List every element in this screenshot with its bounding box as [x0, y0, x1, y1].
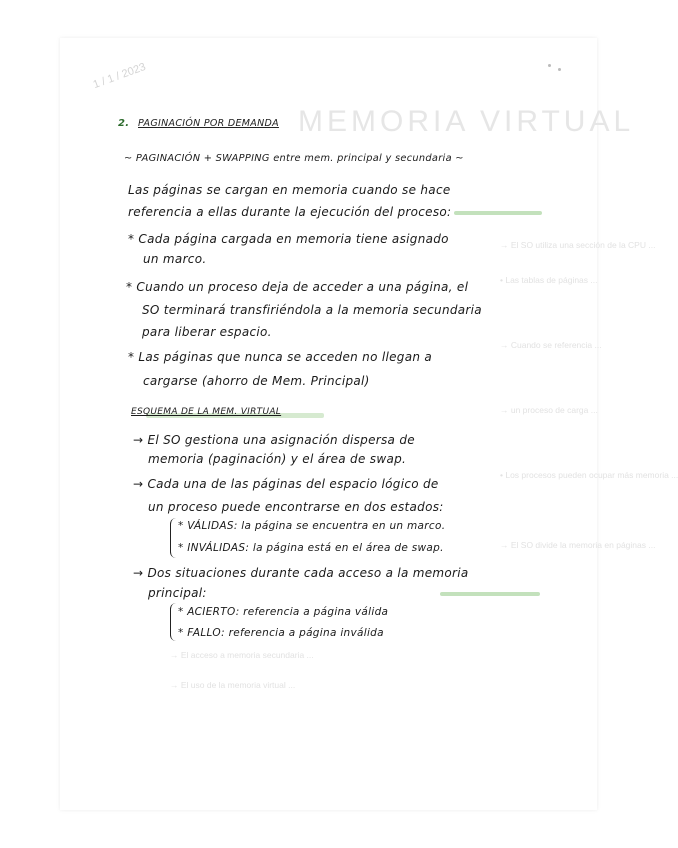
- state-item: * INVÁLIDAS: la página está en el área de swap.: [178, 542, 444, 554]
- bullet-line: * Cada página cargada en memoria tiene asignado: [128, 232, 449, 246]
- ghost-line: • Los procesos pueden ocupar más memoria ...: [500, 470, 678, 480]
- section-number: 2.: [118, 118, 130, 129]
- section-title: PAGINACIÓN POR DEMANDA: [138, 118, 279, 129]
- bullet-line: para liberar espacio.: [142, 325, 272, 339]
- ghost-line: → un proceso de carga ...: [500, 405, 598, 415]
- bullet-line: SO terminará transfiriéndola a la memoria secundaria: [142, 303, 482, 317]
- bullet-line: cargarse (ahorro de Mem. Principal): [143, 374, 370, 388]
- paper-mark: [558, 68, 561, 71]
- ghost-line: → El uso de la memoria virtual ...: [170, 680, 296, 690]
- ghost-title: MEMORIA VIRTUAL: [298, 105, 635, 138]
- intro-line: referencia a ellas durante la ejecución del proceso:: [128, 205, 452, 219]
- esquema-point: memoria (paginación) y el área de swap.: [148, 452, 407, 466]
- brace: [170, 518, 177, 558]
- esquema-point: → El SO gestiona una asignación dispersa de: [133, 433, 415, 447]
- bullet-line: * Las páginas que nunca se acceden no llegan a: [128, 350, 433, 364]
- ghost-line: → El acceso a memoria secundaria ...: [170, 650, 314, 660]
- access-item: * FALLO: referencia a página inválida: [178, 627, 384, 639]
- highlight-mark: [440, 592, 540, 596]
- intro-line: Las páginas se cargan en memoria cuando se hace: [128, 183, 451, 197]
- section-subtitle: ~ PAGINACIÓN + SWAPPING entre mem. principal y secundaria ~: [124, 153, 464, 164]
- bullet-line: un marco.: [143, 252, 207, 266]
- ghost-line: → El SO utiliza una sección de la CPU ...: [500, 240, 656, 250]
- ghost-line: • Las tablas de páginas ...: [500, 275, 598, 285]
- esquema-point: un proceso puede encontrarse en dos estados:: [148, 500, 444, 514]
- situations-line: principal:: [148, 586, 207, 600]
- esquema-point: → Cada una de las páginas del espacio lógico de: [133, 477, 439, 491]
- access-item: * ACIERTO: referencia a página válida: [178, 606, 389, 618]
- paper-mark: [548, 64, 551, 67]
- esquema-title: ESQUEMA DE LA MEM. VIRTUAL: [131, 407, 282, 417]
- ghost-line: → El SO divide la memoria en páginas ...: [500, 540, 656, 550]
- ghost-corner-note: 1 / 1 / 2023: [91, 60, 148, 92]
- situations-line: → Dos situaciones durante cada acceso a la memoria: [133, 566, 469, 580]
- bullet-line: * Cuando un proceso deja de acceder a una página, el: [126, 280, 469, 294]
- state-item: * VÁLIDAS: la página se encuentra en un marco.: [178, 520, 446, 532]
- brace: [170, 603, 177, 641]
- highlight-mark: [454, 211, 542, 215]
- ghost-line: → Cuando se referencia ...: [500, 340, 602, 350]
